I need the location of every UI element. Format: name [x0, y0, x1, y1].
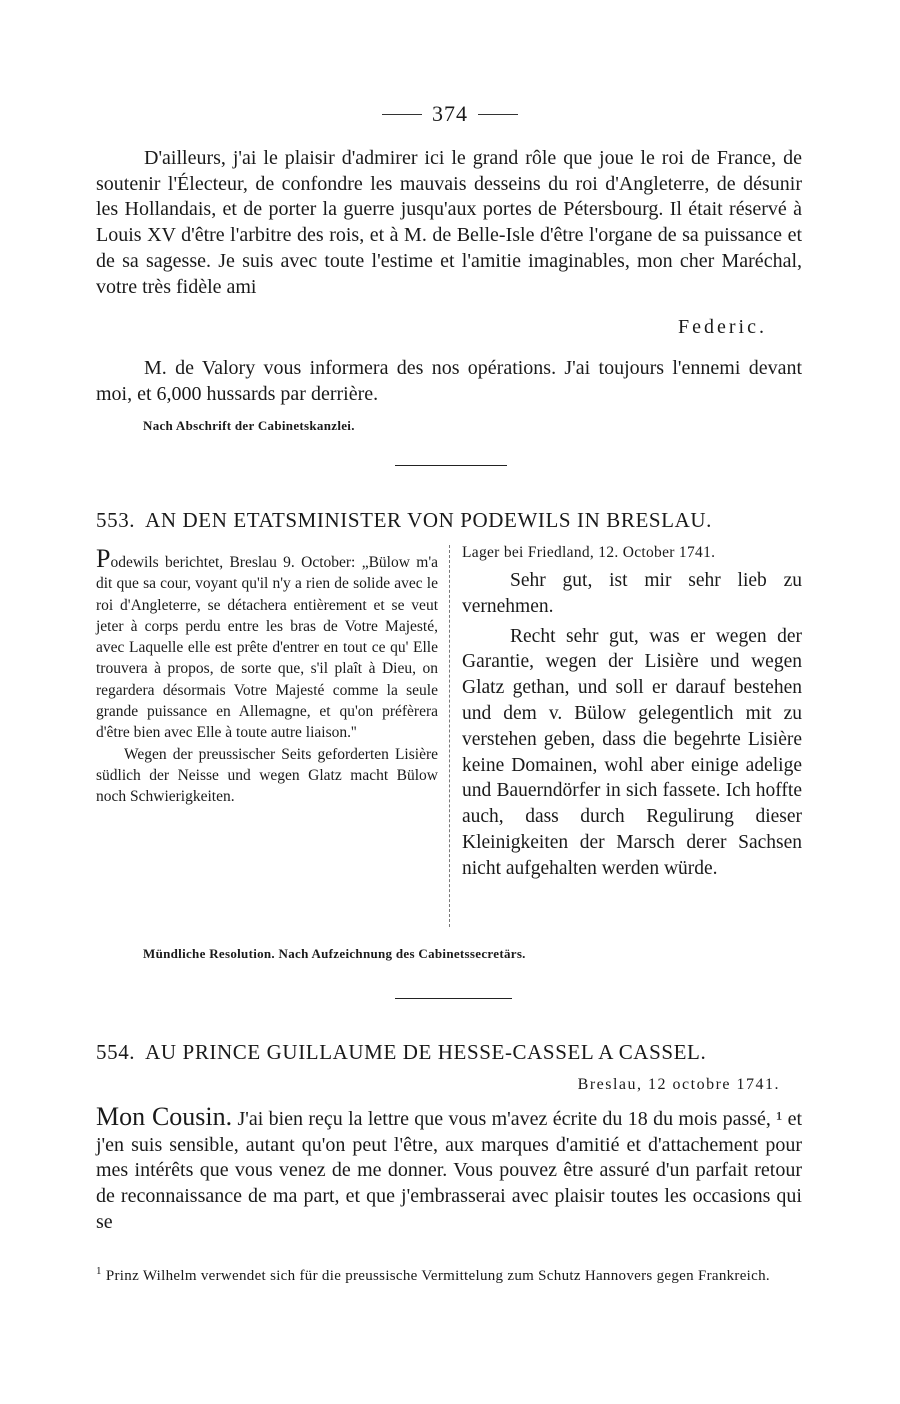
- footnote-mark: 1: [96, 1265, 102, 1277]
- page-number: 374: [432, 101, 468, 126]
- reply-column: [462, 544, 802, 882]
- section-heading-553: [96, 508, 802, 533]
- reply-paragraph-2: Recht sehr gut, was er wegen der Garantie, wegen der Lisière und wegen Glatz gethan, und soll er darauf bestehen und dem v. Bülow gelegentlich mit zu verstehen geben, dass die begehrte Lisière keine Domainen, wohl aber einige adelige und Bauerndörfer in sich fassete. Ich hoffte auch, dass durch Regulirung dieser Kleinigkeiten der Marsch derer Sachsen nicht aufgehalten werden würde.: [462, 625, 802, 879]
- letter-body: [96, 1104, 802, 1236]
- section-number: 554.: [96, 1040, 136, 1064]
- summary-text: odewils berichtet, Breslau 9. October: „Bülow m'a dit que sa cour, voyant qu'il n'y a rien de solide avec le roi d'Angleterre, se détachera entièrement et se veut jeter à corps perdu entre les bras de Votre Majesté, avec Laquelle elle est prête d'entrer en tout ce qu' Elle trouvera à propos, de sorte que, s'il plaît à Dieu, on regardera désormais Votre Majesté comme la seule grande puissance en Allemagne, et qu'on préfèrera d'être bien avec Elle à toute autre liaison.'': [96, 554, 438, 742]
- section-divider: [395, 465, 507, 466]
- postscript: M. de Valory vous informera des nos opérations. J'ai toujours l'ennemi devant moi, et 6,000 hussards par derrière.: [96, 357, 802, 405]
- footnote: [96, 1261, 802, 1287]
- summary-paragraph-2: Wegen der preussischer Seits geforderten Lisière südlich der Neisse und wegen Glatz macht Bülow noch Schwierigkeiten.: [96, 745, 438, 806]
- section-number: 553.: [96, 508, 136, 532]
- letter-text: J'ai bien reçu la lettre que vous m'avez écrite du 18 du mois passé, ¹ et j'en suis sensible, autant qu'on peut l'être, aux marques d'amitié et d'attachement pour mes intérêts que vous venez de me donner. Vous pouvez être assuré d'un parfait retour de reconnaissance de ma part, et que j'embrasserai avec plaisir toutes les occasions qui se: [96, 1108, 803, 1233]
- summary-column: [96, 546, 438, 808]
- source-note: Nach Abschrift der Cabinetskanzlei.: [143, 418, 355, 433]
- salutation: Mon Cousin.: [96, 1102, 233, 1131]
- reply-paragraph-1: Sehr gut, ist mir sehr lieb zu vernehmen.: [462, 570, 802, 617]
- drop-initial: P: [96, 544, 111, 573]
- signature: Federic.: [678, 316, 767, 338]
- summary-paragraph: [96, 546, 438, 744]
- section-heading-554: [96, 1040, 802, 1065]
- section-divider: [395, 998, 512, 999]
- dateline: Lager bei Friedland, 12. October 1741.: [462, 544, 716, 561]
- column-divider: [449, 545, 450, 927]
- page-header: [0, 98, 900, 130]
- footnote-text: Prinz Wilhelm verwendet sich für die preussische Vermittelung zum Schutz Hannovers gegen Frankreich.: [105, 1268, 770, 1284]
- header-dash-left: [382, 114, 422, 115]
- letter-body: D'ailleurs, j'ai le plaisir d'admirer ici le grand rôle que joue le roi de France, de soutenir l'Électeur, de confondre les mauvais desseins du roi d'Angleterre, de désunir les Hollandais, et de porter la guerre jusqu'aux portes de Pétersbourg. Il était réservé à Louis XV d'être l'arbitre des rois, et à M. de Belle-Isle d'être l'organe de sa puissance et de sa sagesse. Je suis avec toute l'estime et l'amitie imaginables, mon cher Maréchal, votre très fidèle ami: [96, 147, 802, 298]
- section-title: AN DEN ETATSMINISTER VON PODEWILS IN BRESLAU.: [145, 508, 712, 532]
- section-title: AU PRINCE GUILLAUME DE HESSE-CASSEL A CASSEL.: [145, 1040, 707, 1064]
- dateline: Breslau, 12 octobre 1741.: [577, 1076, 780, 1093]
- source-note: Mündliche Resolution. Nach Aufzeichnung des Cabinetssecretärs.: [143, 946, 526, 961]
- header-dash-right: [478, 114, 518, 115]
